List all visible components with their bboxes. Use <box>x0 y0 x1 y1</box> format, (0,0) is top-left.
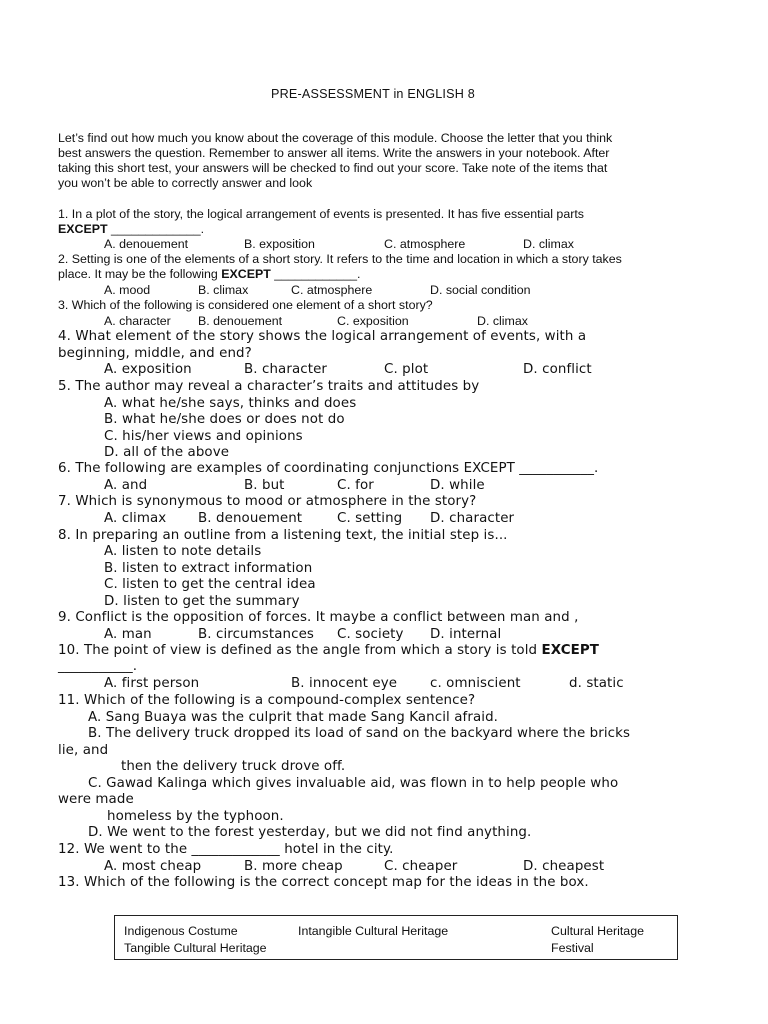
choice: A. and <box>104 478 148 493</box>
except-keyword: EXCEPT <box>221 267 271 281</box>
choice: D. climax <box>477 314 528 328</box>
choice: C. society <box>337 627 404 642</box>
choice: B. listen to extract information <box>104 561 313 576</box>
question-2-text-cont: place. It may be the following <box>58 267 218 281</box>
choice: C. plot <box>384 362 429 377</box>
question-6-text: 6. The following are examples of coordinating conjunctions EXCEPT ___________. <box>58 461 599 476</box>
question-3-text: 3. Which of the following is considered one element of a short story? <box>58 298 433 312</box>
choice: B. climax <box>198 283 249 297</box>
choice: A. climax <box>104 511 167 526</box>
question-10-text-main: 10. The point of view is defined as the angle from which a story is told <box>58 643 538 658</box>
choice: B. what he/she does or does not do <box>104 412 345 427</box>
choice: C. Gawad Kalinga which gives invaluable aid, was flown in to help people who <box>88 776 619 791</box>
choice: B. more cheap <box>244 859 343 874</box>
choice: C. setting <box>337 511 403 526</box>
choice: D. internal <box>430 627 502 642</box>
choice: A. exposition <box>104 362 192 377</box>
choice: B. exposition <box>244 237 315 251</box>
choice: C. cheaper <box>384 859 458 874</box>
question-4-text: 4. What element of the story shows the logical arrangement of events, with a <box>58 329 587 344</box>
choice: D. social condition <box>430 283 531 297</box>
choice: B. circumstances <box>198 627 314 642</box>
except-keyword: EXCEPT <box>58 222 108 236</box>
concept-item: Tangible Cultural Heritage <box>124 941 267 955</box>
question-2-line2 <box>58 268 360 280</box>
question-9-text: 9. Conflict is the opposition of forces. It maybe a conflict between man and , <box>58 610 579 625</box>
question-13-text: 13. Which of the following is the correct concept map for the ideas in the box. <box>58 875 589 890</box>
choice: D. climax <box>523 237 574 251</box>
concept-item: Intangible Cultural Heritage <box>298 924 449 938</box>
choice: c. omniscient <box>430 676 521 691</box>
choice-cont: were made <box>58 792 134 807</box>
concept-item: Indigenous Costume <box>124 924 238 938</box>
choice-cont: lie, and <box>58 743 109 758</box>
question-1-text: 1. In a plot of the story, the logical arrangement of events is presented. It has five essential parts <box>58 207 584 221</box>
choice: B. character <box>244 362 328 377</box>
choice: A. what he/she says, thinks and does <box>104 396 357 411</box>
page-title: PRE-ASSESSMENT in ENGLISH 8 <box>271 87 475 101</box>
choice: C. atmosphere <box>384 237 466 251</box>
choice: B. The delivery truck dropped its load of sand on the backyard where the bricks <box>88 726 631 741</box>
intro-line: Let’s find out how much you know about the coverage of this module. Choose the letter that you think <box>58 131 613 145</box>
choice: A. character <box>104 314 171 328</box>
choice: C. his/her views and opinions <box>104 429 303 444</box>
choice-cont: then the delivery truck drove off. <box>121 759 346 774</box>
choice: D. all of the above <box>104 445 230 460</box>
intro-line: taking this short test, your answers will be checked to find out your score. Take note of the items that <box>58 161 608 175</box>
choice: C. listen to get the central idea <box>104 577 316 592</box>
choice: D. listen to get the summary <box>104 594 300 609</box>
question-5-text: 5. The author may reveal a character’s traits and attitudes by <box>58 379 480 394</box>
intro-line: you won’t be able to correctly answer and look <box>58 176 313 190</box>
choice: A. most cheap <box>104 859 202 874</box>
choice: B. denouement <box>198 511 303 526</box>
choice: A. first person <box>104 676 200 691</box>
intro-line: best answers the question. Remember to answer all items. Write the answers in your notebook. After <box>58 146 610 160</box>
choice: B. but <box>244 478 285 493</box>
choice: D. character <box>430 511 515 526</box>
concept-item: Festival <box>551 941 594 955</box>
choice: D. cheapest <box>523 859 605 874</box>
choice: C. atmosphere <box>291 283 373 297</box>
question-4-text-cont: beginning, middle, and end? <box>58 346 252 361</box>
choice: A. man <box>104 627 152 642</box>
choice: B. denouement <box>198 314 283 328</box>
question-1-except-line <box>58 223 204 235</box>
concept-item: Cultural Heritage <box>551 924 644 938</box>
choice: A. mood <box>104 283 151 297</box>
choice: A. denouement <box>104 237 189 251</box>
choice: A. listen to note details <box>104 544 262 559</box>
choice: d. static <box>569 676 624 691</box>
choice: D. conflict <box>523 362 592 377</box>
question-11-text: 11. Which of the following is a compound-complex sentence? <box>58 693 476 708</box>
except-keyword: EXCEPT <box>541 643 600 658</box>
choice: B. innocent eye <box>291 676 398 691</box>
question-7-text: 7. Which is synonymous to mood or atmosphere in the story? <box>58 494 477 509</box>
choice: A. Sang Buaya was the culprit that made Sang Kancil afraid. <box>88 710 499 725</box>
answer-blank: _____________. <box>111 222 205 236</box>
choice-cont: homeless by the typhoon. <box>107 809 284 824</box>
choice: C. for <box>337 478 374 493</box>
choice: D. while <box>430 478 485 493</box>
question-10-text <box>58 644 599 657</box>
answer-blank: ____________. <box>274 267 361 281</box>
choice: C. exposition <box>337 314 409 328</box>
question-12-text: 12. We went to the _____________ hotel in the city. <box>58 842 394 857</box>
question-2-text: 2. Setting is one of the elements of a short story. It refers to the time and location in which a story takes <box>58 252 622 266</box>
answer-blank: ___________. <box>58 659 138 674</box>
question-8-text: 8. In preparing an outline from a listening text, the initial step is... <box>58 528 508 543</box>
choice: D. We went to the forest yesterday, but we did not find anything. <box>88 825 532 840</box>
